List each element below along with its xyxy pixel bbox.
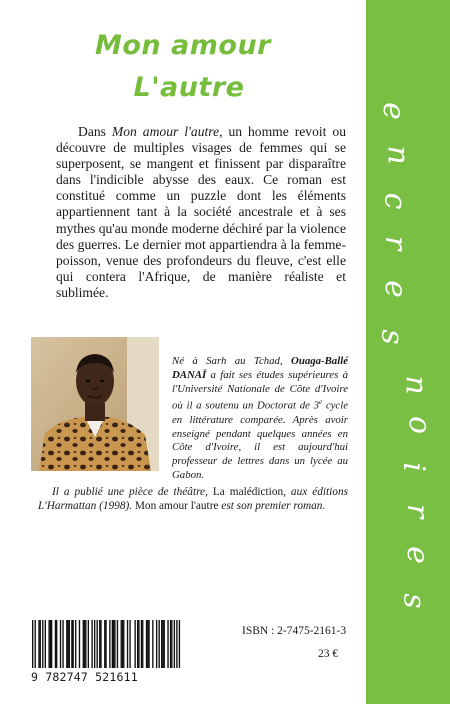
barcode-bar [75, 620, 76, 668]
synopsis-title-reference: Mon amour l'autre [111, 124, 220, 139]
barcode-bar [45, 620, 46, 668]
barcode-bar [62, 620, 63, 668]
series-word1-letter: c [377, 192, 413, 210]
author-name: Ouaga-Ballé DANAÏ [172, 355, 348, 381]
publications-paragraph [38, 485, 348, 514]
barcode-bar [67, 620, 68, 668]
barcode-bar [174, 620, 175, 668]
barcode-bar [99, 620, 100, 668]
barcode-bar [134, 620, 135, 668]
barcode-bar [72, 620, 73, 668]
series-word2-letter: n [398, 375, 434, 395]
barcode-bar [55, 620, 56, 668]
series-word1-letter: e [377, 280, 413, 298]
barcode-bar [122, 620, 123, 668]
series-word2-letter: s [396, 593, 432, 609]
barcode-bar [129, 620, 130, 668]
barcode-bar [97, 620, 98, 668]
barcode-bar [84, 620, 85, 668]
barcode-bar [48, 620, 49, 668]
author-biography [172, 355, 348, 483]
author-portrait-illustration [31, 337, 159, 471]
author-photo [31, 337, 159, 471]
publications-text-3: est son premier roman. [218, 500, 326, 513]
barcode [31, 620, 181, 686]
bio-text-b: cycle en littérature comparée. Après avoir enseigné pendant quelques années en Côte d'Ivoire, il est aujourd'hui professeur de lettres dans un lycée au Gabon. [172, 399, 348, 481]
barcode-bar [71, 620, 72, 668]
barcode-bar [79, 620, 80, 668]
publications-text-1: Il a publié une pièce de théâtre, [52, 486, 213, 498]
barcode-bar [38, 620, 39, 668]
barcode-bar [179, 620, 180, 668]
barcode-bar [152, 620, 153, 668]
series-word1-letter: s [374, 329, 410, 345]
series-word2-letter: i [395, 462, 431, 472]
series-word2-letter: r [400, 503, 436, 519]
barcode-bar [83, 620, 84, 668]
book-title-line-1: Mon amour [95, 30, 271, 61]
novel-title: Mon amour l'autre [134, 500, 219, 513]
barcode-bar [171, 620, 172, 668]
synopsis-text-start: Dans [78, 124, 112, 139]
collection-band [366, 0, 450, 704]
barcode-bar [66, 620, 67, 668]
play-title: La malédiction [212, 486, 284, 498]
bio-superscript: e [319, 398, 323, 407]
barcode-bar [51, 620, 52, 668]
barcode-bar [104, 620, 105, 668]
barcode-bar [40, 620, 41, 668]
bio-intro: Né à Sarh au Tchad, [172, 355, 292, 367]
barcode-bar [162, 620, 163, 668]
barcode-bar [109, 620, 110, 668]
series-word1-letter: r [378, 235, 414, 251]
barcode-bar [60, 620, 61, 668]
barcode-bar [123, 620, 124, 668]
barcode-bar [121, 620, 122, 668]
series-word1-letter: e [375, 102, 411, 120]
barcode-bar [42, 620, 43, 668]
barcode-bar [100, 620, 101, 668]
barcode-bar [167, 620, 168, 668]
series-word2-letter: o [402, 415, 438, 435]
barcode-bar [91, 620, 92, 668]
series-word2-letter: e [399, 546, 435, 564]
barcode-bar [127, 620, 128, 668]
synopsis-paragraph [56, 124, 346, 301]
synopsis-text-rest: , un homme revoit ou découvre de multiples visages de femmes qui se superposent, se mangent et finissent par disparaître dans l'indicible abysse des eaux. Ce roman est constitué comme un puzzle dont les éléments appartiennent tant à la société ancestrale et à ses mythes qu'au monde moderne déchiré par la violence des guerres. Le dernier mot appartiendra à la femme-poisson, venue des profondeurs du fleuve, c'est elle qui contera l'Afrique, de manière réaliste et sublimée. [56, 124, 346, 300]
barcode-bar [176, 620, 177, 668]
barcode-bar [85, 620, 86, 668]
barcode-bar [32, 620, 33, 668]
isbn-number: ISBN : 2-7475-2161-3 [242, 625, 347, 637]
series-word1-letter: n [380, 145, 416, 165]
barcode-digits: 9 782747 521611 [31, 670, 138, 684]
publications-text-2: , aux éditions L'Harmattan (1998). [38, 486, 348, 513]
barcode-bar [112, 620, 113, 668]
barcode-bar [161, 620, 162, 668]
barcode-bar [148, 620, 149, 668]
barcode-bar [146, 620, 147, 668]
barcode-bar [147, 620, 148, 668]
book-title-line-2: L'autre [133, 72, 245, 103]
bio-text-a: a fait ses études supérieures à l'Université Nationale de Côte d'Ivoire où il a soutenu un Doctorat de 3 [172, 368, 348, 412]
barcode-bar [94, 620, 95, 668]
barcode-bar [117, 620, 118, 668]
barcode-bar [69, 620, 70, 668]
barcode-bar [50, 620, 51, 668]
barcode-bar [88, 620, 89, 668]
barcode-bar [137, 620, 138, 668]
barcode-bar [35, 620, 36, 668]
barcode-bar [170, 620, 171, 668]
barcode-bar [113, 620, 114, 668]
barcode-bar [56, 620, 57, 668]
barcode-bar [141, 620, 142, 668]
barcode-bar [114, 620, 115, 668]
barcode-bar [138, 620, 139, 668]
barcode-bar [142, 620, 143, 668]
barcode-bar [159, 620, 160, 668]
barcode-bar [105, 620, 106, 668]
barcode-bar [164, 620, 165, 668]
price: 23 € [318, 648, 339, 660]
barcode-bars [31, 620, 181, 668]
barcode-bar [156, 620, 157, 668]
